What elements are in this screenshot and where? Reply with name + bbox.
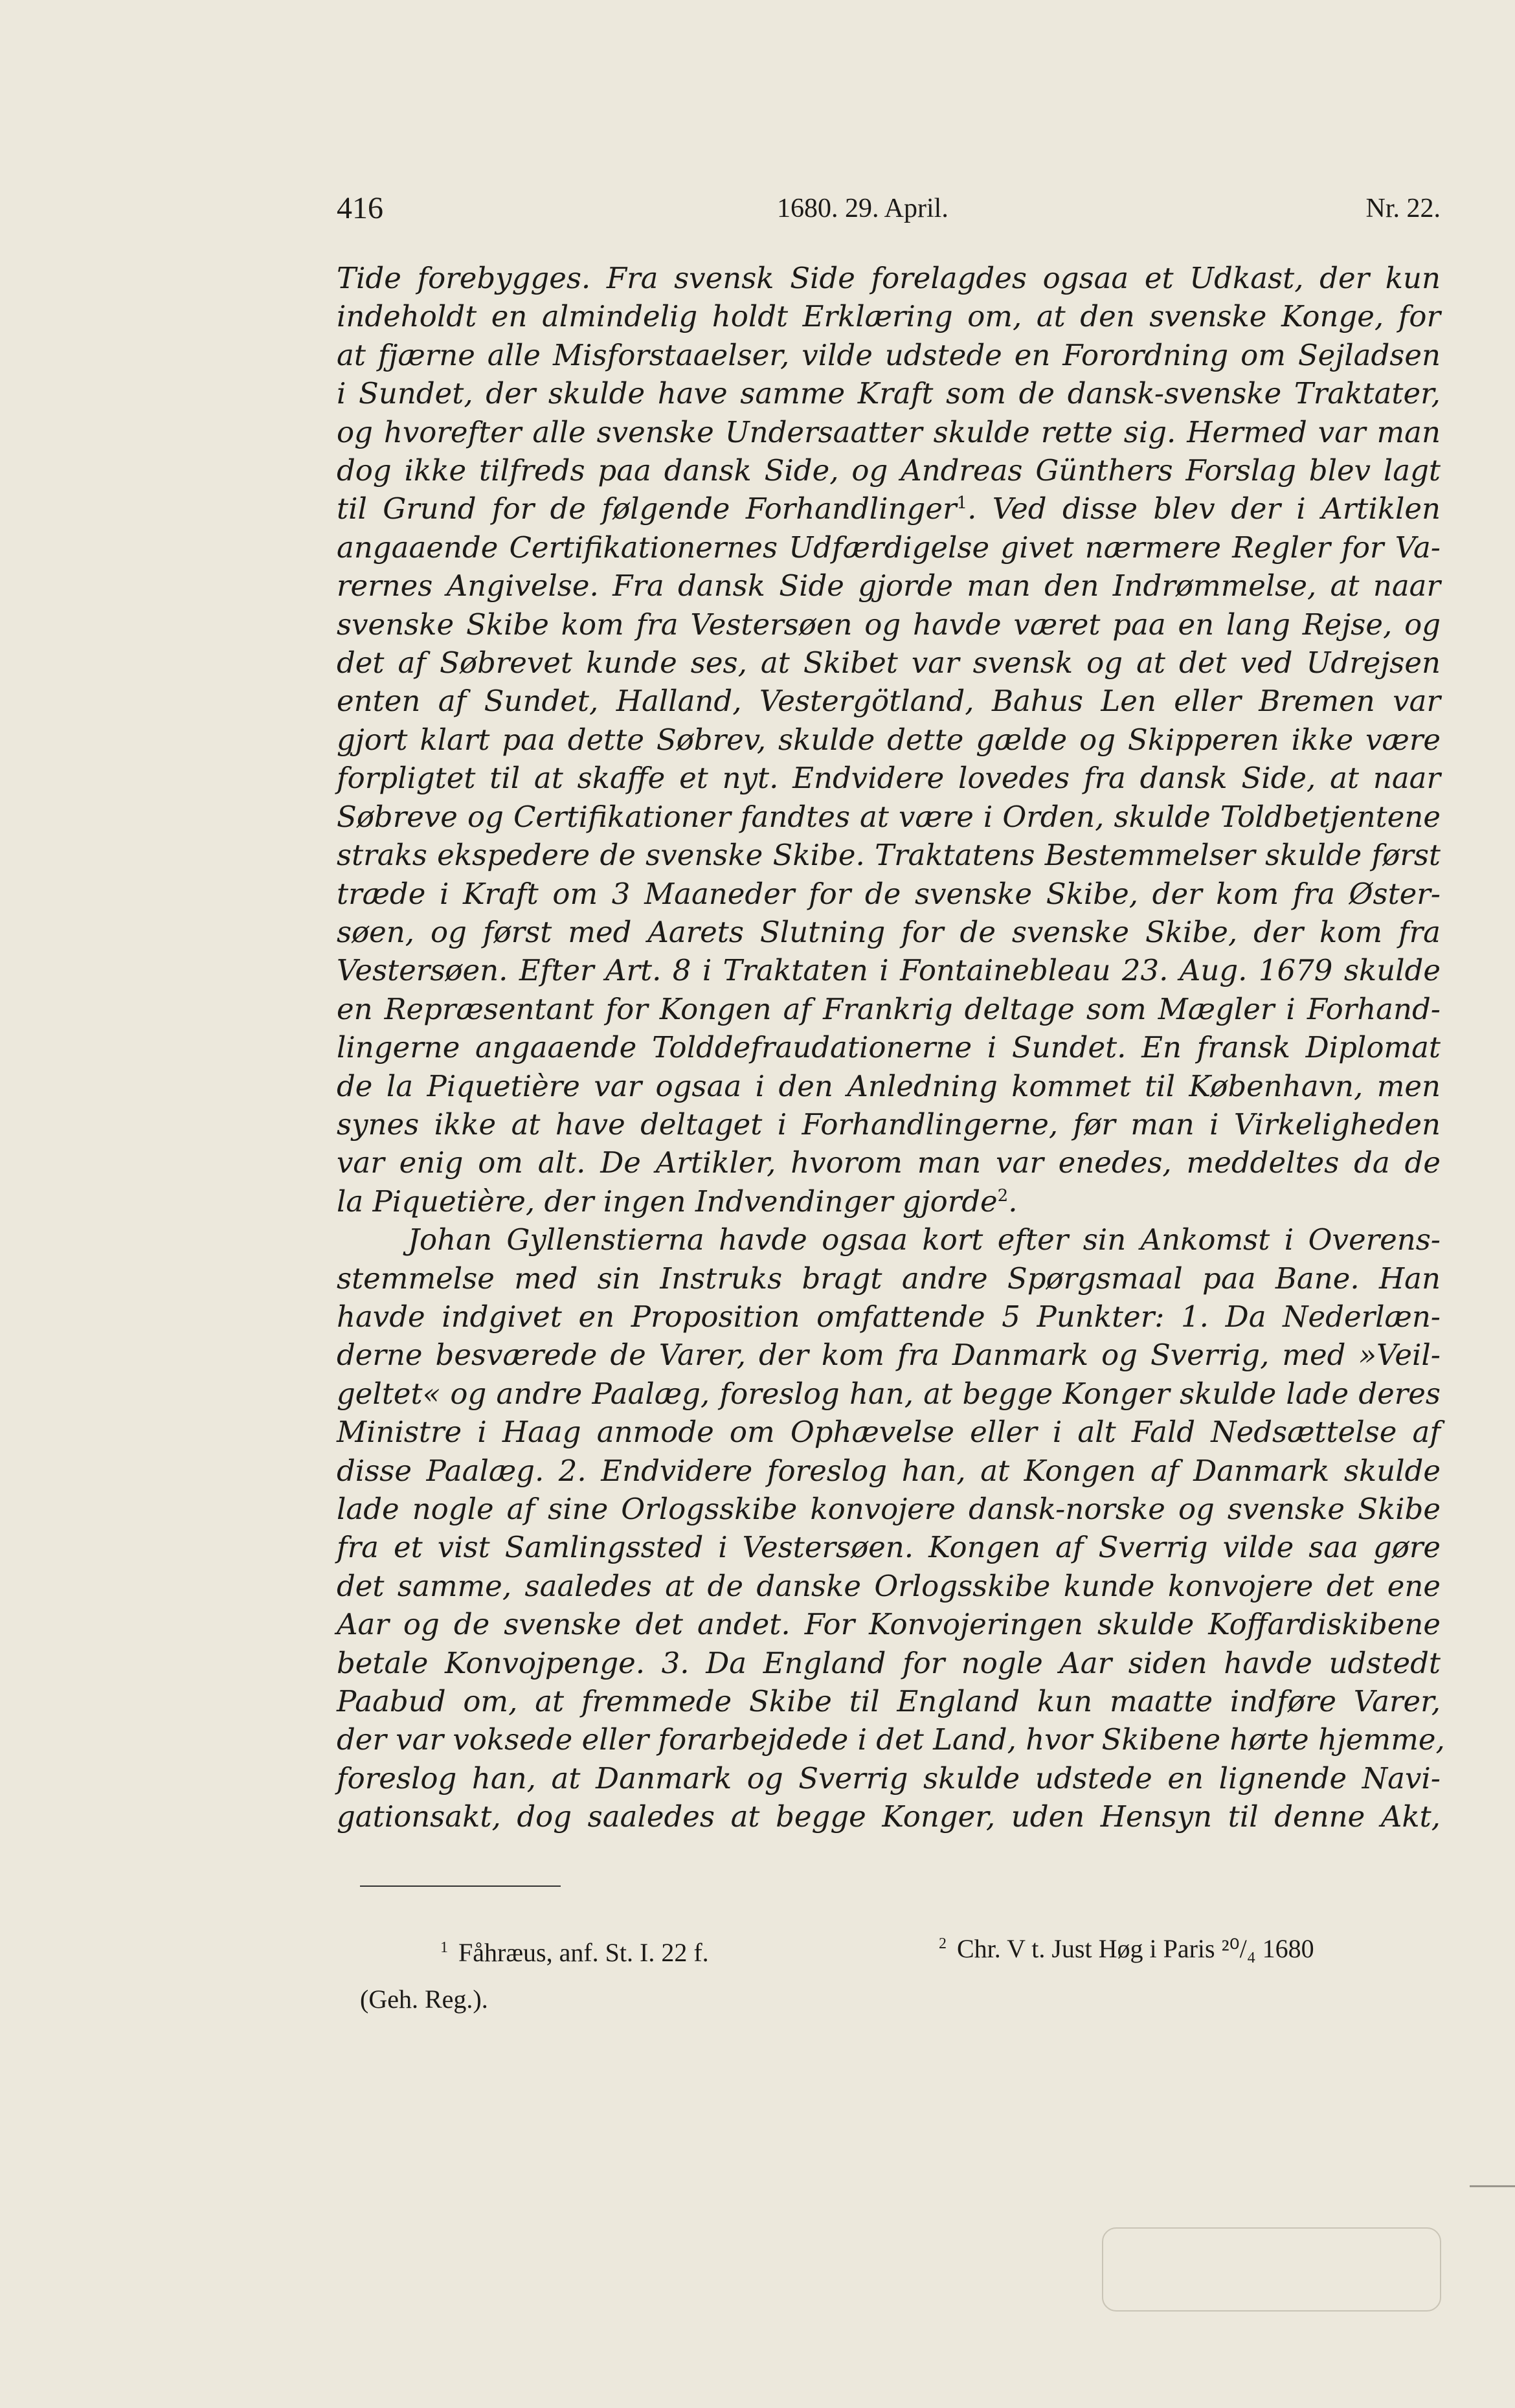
footnote-1-mark: 1 xyxy=(440,1939,448,1956)
text-line: de la Piquetière var ogsaa i den Anledning kommet til København, men xyxy=(337,1068,1441,1103)
text-line: svenske Skibe kom fra Vestersøen og havde været paa en lang Rejse, og xyxy=(337,607,1441,642)
footnote-2 xyxy=(939,1930,1314,1968)
footnote-2-text: Chr. V t. Just Høg i Paris ²⁰/₄ 1680 xyxy=(957,1934,1314,1963)
text-line: Tide forebygges. Fra svensk Side forelagdes ogsaa et Udkast, der kun xyxy=(337,261,1441,295)
text-line: træde i Kraft om 3 Maaneder for de svenske Skibe, der kom fra Øster- xyxy=(337,876,1441,911)
text-line: Paabud om, at fremmede Skibe til England kun maatte indføre Varer, xyxy=(337,1684,1441,1719)
text-line: indeholdt en almindelig holdt Erklæring om, at den svenske Konge, for xyxy=(337,299,1441,334)
text-line: var enig om alt. De Artikler, hvorom man var enedes, meddeltes da de xyxy=(337,1145,1441,1180)
text-line: Ministre i Haag anmode om Ophævelse eller i alt Fald Nedsættelse af xyxy=(337,1415,1441,1450)
text-line: i Sundet, der skulde have samme Kraft som de dansk-svenske Traktater, xyxy=(337,376,1441,411)
text-line xyxy=(337,1182,1441,1221)
text-line: en Repræsentant for Kongen af Frankrig deltage som Mægler i Forhand- xyxy=(337,991,1441,1026)
text-line: det samme, saaledes at de danske Orlogsskibe kunde konvojere det ene xyxy=(337,1568,1441,1603)
running-header xyxy=(337,189,1441,228)
text-line: disse Paalæg. 2. Endvidere foreslog han, at Kongen af Danmark skulde xyxy=(337,1453,1441,1488)
text-line-part: la Piquetière, der ingen Indvendinger gjorde xyxy=(337,1184,998,1219)
text-line-part: . Ved disse blev der i Artiklen xyxy=(967,491,1441,526)
document-number: Nr. 22. xyxy=(1365,194,1441,223)
text-line-paragraph-start: Johan Gyllenstierna havde ogsaa kort efter sin Ankomst i Overens- xyxy=(408,1222,1441,1257)
text-line: dog ikke tilfreds paa dansk Side, og Andreas Günthers Forslag blev lagt xyxy=(337,453,1441,488)
footnote-ref-2: 2 xyxy=(997,1186,1009,1206)
text-line: angaaende Certifikationernes Udfærdigelse givet nærmere Regler for Va- xyxy=(337,530,1441,565)
footnotes xyxy=(337,1933,1441,2024)
text-line: straks ekspedere de svenske Skibe. Traktatens Bestemmelser skulde først xyxy=(337,838,1441,873)
text-line-part: . xyxy=(1008,1184,1018,1219)
text-line: og hvorefter alle svenske Undersaatter skulde rette sig. Hermed var man xyxy=(337,414,1441,449)
text-line: Aar og de svenske det andet. For Konvojeringen skulde Koffardiskibene xyxy=(337,1607,1441,1642)
text-line: Søbreve og Certifikationer fandtes at være i Orden, skulde Toldbetjentene xyxy=(337,799,1441,834)
footnote-2-mark: 2 xyxy=(939,1935,947,1952)
text-line: havde indgivet en Proposition omfattende 5 Punkter: 1. Da Nederlæn- xyxy=(337,1299,1441,1334)
text-line: rernes Angivelse. Fra dansk Side gjorde man den Indrømmelse, at naar xyxy=(337,568,1441,603)
text-line: gationsakt, dog saaledes at begge Konger, uden Hensyn til denne Akt, xyxy=(337,1799,1441,1834)
text-line: derne besværede de Varer, der kom fra Danmark og Sverrig, med »Veil- xyxy=(337,1338,1441,1373)
text-line: synes ikke at have deltaget i Forhandlingerne, før man i Virkeligheden xyxy=(337,1107,1441,1142)
text-line xyxy=(337,489,1441,528)
footnote-1-continuation: (Geh. Reg.). xyxy=(360,1985,488,2014)
text-line: forpligtet til at skaffe et nyt. Endvidere lovedes fra dansk Side, at naar xyxy=(337,761,1441,796)
text-line: geltet« og andre Paalæg, foreslog han, at begge Konger skulde lade deres xyxy=(337,1376,1441,1411)
text-line: lade nogle af sine Orlogsskibe konvojere dansk-norske og svenske Skibe xyxy=(337,1492,1441,1526)
footnote-separator xyxy=(360,1885,561,1887)
text-line: det af Søbrevet kunde ses, at Skibet var svensk og at det ved Udrejsen xyxy=(337,646,1441,681)
footnote-1-text: Fåhræus, anf. St. I. 22 f. xyxy=(458,1938,709,1967)
text-line: foreslog han, at Danmark og Sverrig skulde udstede en lignende Navi- xyxy=(337,1761,1441,1795)
text-line: at fjærne alle Misforstaaelser, vilde udstede en Forordning om Sejladsen xyxy=(337,337,1441,372)
text-line: enten af Sundet, Halland, Vestergötland, Bahus Len eller Bremen var xyxy=(337,684,1441,719)
text-line: Vestersøen. Efter Art. 8 i Traktaten i Fontainebleau 23. Aug. 1679 skulde xyxy=(337,953,1441,988)
faint-stamp-outline xyxy=(1102,2227,1441,2312)
footnote-1 xyxy=(440,1933,709,1972)
text-line-part: til Grund for de følgende Forhandlinger xyxy=(337,491,957,526)
text-line: betale Konvojpenge. 3. Da England for nogle Aar siden havde udstedt xyxy=(337,1645,1441,1680)
text-line: søen, og først med Aarets Slutning for de svenske Skibe, der kom fra xyxy=(337,914,1441,949)
text-line: stemmelse med sin Instruks bragt andre Spørgsmaal paa Bane. Han xyxy=(337,1261,1441,1296)
footnote-ref-1: 1 xyxy=(956,493,968,513)
main-text xyxy=(337,259,1445,1836)
page-edge-mark xyxy=(1470,2185,1515,2187)
text-line: gjort klart paa dette Søbrev, skulde dette gælde og Skipperen ikke være xyxy=(337,722,1441,757)
page-number: 416 xyxy=(337,191,383,225)
text-line: lingerne angaaende Tolddefraudationerne i Sundet. En fransk Diplomat xyxy=(337,1030,1441,1065)
text-line: fra et vist Samlingssted i Vestersøen. Kongen af Sverrig vilde saa gøre xyxy=(337,1530,1441,1565)
text-line: der var voksede eller forarbejdede i det Land, hvor Skibene hørte hjemme, xyxy=(337,1722,1445,1757)
header-date: 1680. 29. April. xyxy=(777,194,948,223)
